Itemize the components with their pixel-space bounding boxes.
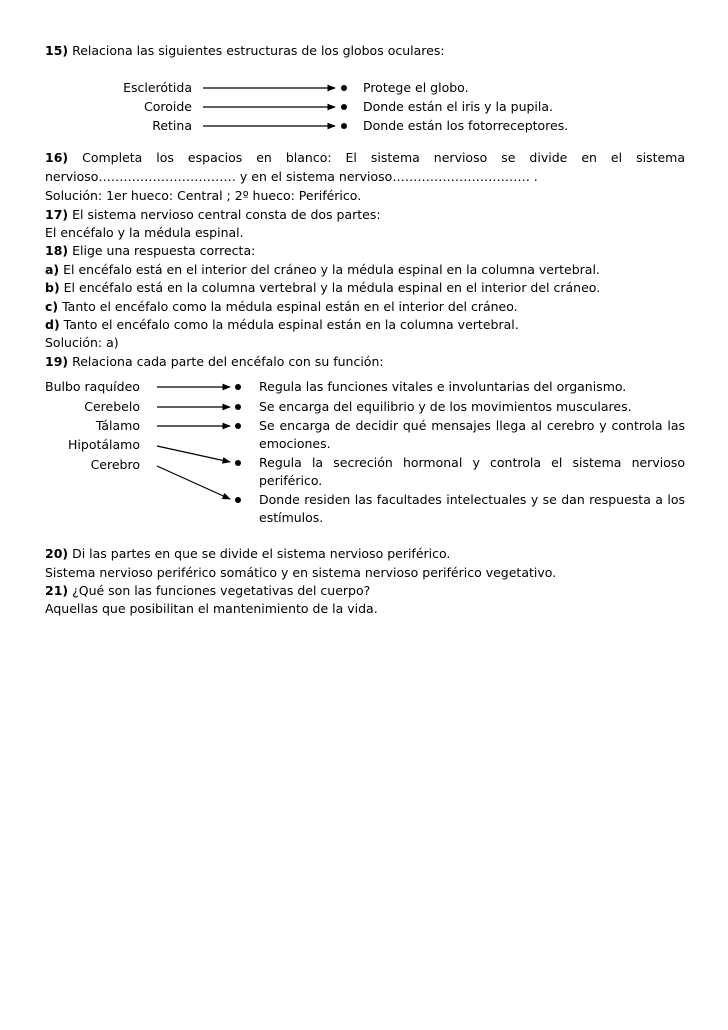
match-right-item: Donde residen las facultades intelectuales y se dan respuesta a los estímulos.: [259, 492, 685, 526]
match-right-item: Donde están el iris y la pupila.: [363, 99, 554, 114]
option-letter: c): [45, 299, 59, 314]
match-right-item: Protege el globo.: [363, 80, 469, 95]
option-text: El encéfalo está en la columna vertebral y la médula espinal en el interior del cráneo.: [63, 280, 601, 295]
match-left-item: Bulbo raquídeo: [45, 379, 140, 394]
match-left-item: Hipotálamo: [68, 437, 140, 452]
question-21: [45, 582, 370, 600]
question-number: 16): [45, 150, 69, 165]
answer-text: El encéfalo y la médula espinal.: [45, 225, 244, 240]
answer-text: Aquellas que posibilitan el mantenimiento de la vida.: [45, 601, 378, 616]
match-right-item: Donde están los fotorreceptores.: [363, 118, 569, 133]
question-20: [45, 545, 450, 563]
solution-text: Solución: a): [45, 335, 119, 350]
question-number: 15): [45, 43, 69, 58]
answer-text: Sistema nervioso periférico somático y en sistema nervioso periférico vegetativo.: [45, 565, 557, 580]
question-text: Completa los espacios en blanco: El sistema nervioso se divide en el sistema: [82, 150, 685, 165]
question-text: ¿Qué son las funciones vegetativas del cuerpo?: [72, 583, 371, 598]
question-text: Di las partes en que se divide el sistema nervioso periférico.: [72, 546, 451, 561]
question-text: El sistema nervioso central consta de dos partes:: [72, 207, 381, 222]
question-number: 21): [45, 583, 69, 598]
option-letter: b): [45, 280, 60, 295]
match-left-item: Cerebro: [90, 457, 140, 472]
arrow-icon: [157, 466, 230, 499]
match-left-item: Esclerótida: [123, 80, 192, 95]
option-text: Tanto el encéfalo como la médula espinal están en la columna vertebral.: [63, 317, 519, 332]
question-number: 18): [45, 243, 69, 258]
solution-text: Solución: 1er hueco: Central ; 2º hueco: Periférico.: [45, 188, 362, 203]
question-number: 17): [45, 207, 69, 222]
match-right-item: Regula las funciones vitales e involuntarias del organismo.: [259, 379, 627, 394]
question-16-line2: nervioso…………………………… y en el sistema nervioso…………………………… .: [45, 169, 538, 184]
match-arrows-q19: [45, 0, 685, 600]
match-left-item: Coroide: [144, 99, 192, 114]
match-right-item: Se encarga de decidir qué mensajes llega al cerebro y controla las emociones.: [259, 418, 685, 452]
option-letter: d): [45, 317, 60, 332]
question-text: Relaciona las siguientes estructuras de los globos oculares:: [72, 43, 445, 58]
question-number: 20): [45, 546, 69, 561]
match-right-item: Regula la secreción hormonal y controla el sistema nervioso periférico.: [259, 455, 685, 489]
arrow-icon: [157, 446, 230, 462]
question-text: Relaciona cada parte del encéfalo con su función:: [72, 354, 384, 369]
question-number: 19): [45, 354, 69, 369]
match-left-item: Retina: [152, 118, 192, 133]
match-right-item: Se encarga del equilibrio y de los movimientos musculares.: [259, 399, 632, 414]
option-text: Tanto el encéfalo como la médula espinal están en el interior del cráneo.: [62, 299, 518, 314]
option-text: El encéfalo está en el interior del cráneo y la médula espinal en la columna vertebral.: [63, 262, 600, 277]
match-left-item: Tálamo: [95, 418, 140, 433]
match-left-item: Cerebelo: [84, 399, 140, 414]
option-letter: a): [45, 262, 60, 277]
question-text: Elige una respuesta correcta:: [72, 243, 256, 258]
